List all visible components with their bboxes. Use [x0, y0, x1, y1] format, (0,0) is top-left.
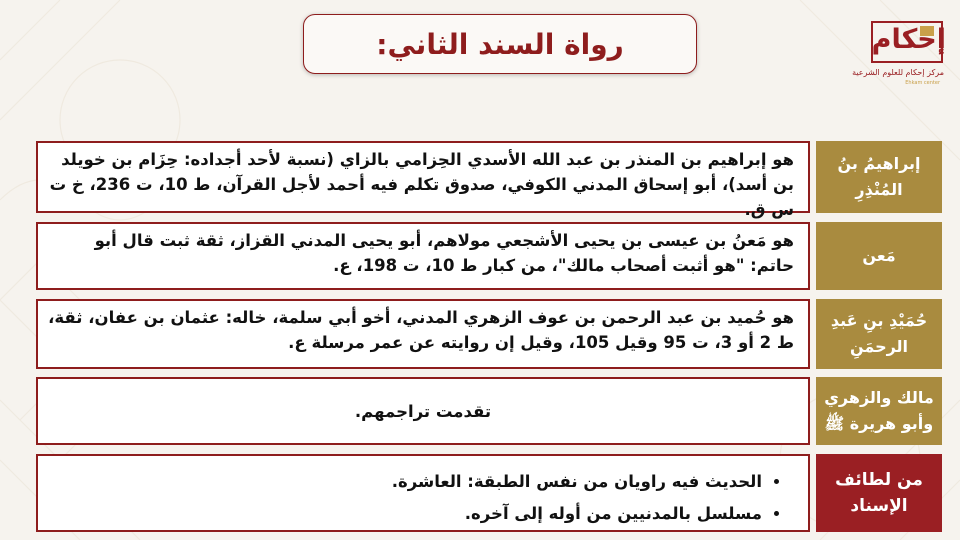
narrator-row — [36, 222, 942, 290]
ehkam-logo — [852, 20, 946, 92]
page-title: رواة السند الثاني: — [376, 27, 624, 61]
logo-subtitle: مركز إحكام للعلوم الشرعية — [852, 68, 944, 77]
list-item: • الحديث فيه راويان من نفس الطبقة: العاشرة. — [48, 466, 762, 498]
list-item: • مسلسل بالمدنيين من أوله إلى آخره. — [48, 498, 762, 530]
narrator-name: مَعن — [816, 222, 942, 290]
narrator-row — [36, 377, 942, 445]
narrator-row — [36, 299, 942, 369]
narrator-row — [36, 141, 942, 219]
title-box — [303, 14, 697, 74]
narrator-name: مالك والزهري وأبو هريرة ﷺ — [816, 377, 942, 445]
lataif-label: من لطائف الإسناد — [816, 454, 942, 532]
narrator-bio: هو حُميد بن عبد الرحمن بن عوف الزهري المدني، أخو أبي سلمة، خاله: عثمان بن عفان، ثقة، ط 2 أو 3، ت 95 وقيل 105، وقيل إن روايته عن عمر مرسلة ع. — [36, 299, 810, 369]
narrator-name: حُمَيْدِ بنِ عَبدِ الرحمَنِ — [816, 299, 942, 369]
narrator-bio: تقدمت تراجمهم. — [36, 377, 810, 445]
narrator-bio: هو إبراهيم بن المنذر بن عبد الله الأسدي الحِزامي بالزاي (نسبة لأحد أجداده: حِزَام بن خويلد بن أسد)، أبو إسحاق المدني الكوفي، صدوق تكلم فيه أحمد لأجل القرآن، ط 10، ت 236، خ ت س ق. — [36, 141, 810, 213]
narrator-name: إبراهيمُ بنُ المُنْذِرِ — [816, 141, 942, 213]
lataif-list — [36, 454, 810, 532]
narrator-bio: هو مَعنُ بن عيسى بن يحيى الأشجعي مولاهم، أبو يحيى المدني القزاز، ثقة ثبت قال أبو حاتم: "هو أثبت أصحاب مالك"، من كبار ط 10، ت 198، ع. — [36, 222, 810, 290]
lataif-row — [36, 454, 942, 532]
logo-wordmark: إحكام — [871, 24, 946, 55]
logo-subtitle-en: Ehkam center — [905, 80, 940, 86]
